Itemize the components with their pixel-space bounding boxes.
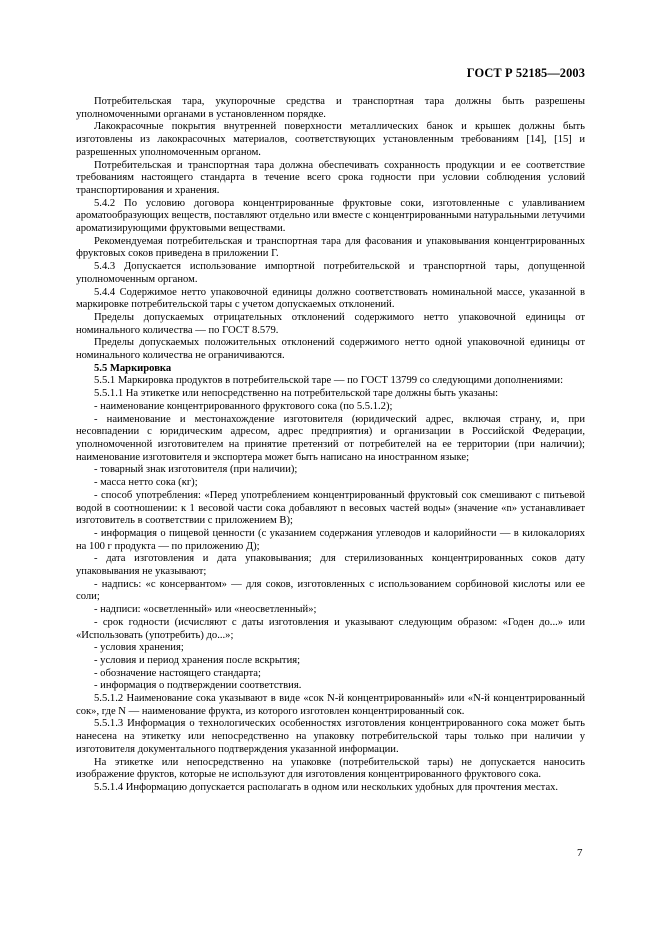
list-item: - информация о подтверждении соответствия. [94,680,302,692]
paragraph: Потребительская тара, укупорочные средства и транспортная тара должны быть разрешены уполномоченными органами в установленном порядке. [76,96,585,120]
paragraph: Рекомендуемая потребительская и транспортная тара для фасования и упаковывания концентрированных фруктовых соков приведена в приложении Г. [76,235,585,260]
list-item: - условия и период хранения после вскрытия; [94,654,301,666]
list-item: - обозначение настоящего стандарта; [94,667,261,679]
list-item: - масса нетто сока (кг); [94,477,198,489]
list-item: - дата изготовления и дата упаковывания; для стерилизованных концентрированных соков дату упаковывания не указывают; [76,553,585,578]
paragraph: 5.5.1.3 Информация о технологических особенностях изготовления концентрированного сока может быть нанесена на этикетку или непосредственно на упаковку потребительской тары только при наличии у изготовителя документального подтверждения указанной информации. [76,718,585,755]
list-item: - наименование концентрированного фруктового сока (по 5.5.1.2); [94,400,393,412]
standard-header: ГОСТ Р 52185—2003 [466,66,585,80]
paragraph: Лакокрасочные покрытия внутренней поверхности металлических банок и крышек должны быть изготовлены из лакокрасочных материалов, соответствующих установленным требованиям [14], [15] и разрешенных уполномоченным органом. [76,121,585,158]
list-item: - способ употребления: «Перед употреблением концентрированный фруктовый сок смешивают с питьевой водой в соотношении: к 1 весовой части сока добавляют n весовых частей воды» (значение «n» устанавливает изготовитель в соответствии с приложением В); [76,489,585,527]
paragraph: 5.4.4 Содержимое нетто упаковочной единицы должно соответствовать номинальной массе, указанной в маркировке потребительской тары с учетом допускаемых отклонений. [76,286,585,311]
page-number: 7 [577,847,583,859]
list-item: - наименование и местонахождение изготовителя (юридический адрес, включая страну, и, при несовпадении с юридическим адресом, адрес предприятия) и организации в Российской Федерации, уполномоченной изготовителем на принятие претензий от потребителей на ее территории (при наличии); наименование изготовителя и экспортера может быть написано на иностранном языке; [76,413,585,463]
paragraph: 5.4.3 Допускается использование импортной потребительской и транспортной тары, допущенной уполномоченным органом. [76,261,585,285]
paragraph: Пределы допускаемых положительных отклонений содержимого нетто одной упаковочной единицы от номинального количества не ограничиваются. [76,337,585,362]
body-text [76,96,585,795]
paragraph: 5.4.2 По условию договора концентрированные фруктовые соки, изготовленные с улавливанием ароматообразующих веществ, поставляют отдельно или вместе с концентрированными натуральными летучими ароматизирующими фруктовыми веществами. [76,197,585,235]
list-item: - срок годности (исчисляют с даты изготовления и указывают следующим образом: «Годен до...» или «Использовать (употребить) до...»; [76,616,585,641]
list-item: - товарный знак изготовителя (при наличии); [94,464,298,476]
paragraph: 5.5.1 Маркировка продуктов в потребительской таре — по ГОСТ 13799 со следующими дополнениями: [94,375,564,387]
list-item: - надпись: «с консервантом» — для соков, изготовленных с использованием сорбиновой кислоты или ее соли; [76,578,585,603]
paragraph: 5.5.1.4 Информацию допускается располагать в одном или нескольких удобных для прочтения местах. [94,781,559,793]
paragraph: Пределы допускаемых отрицательных отклонений содержимого нетто упаковочной единицы от номинального количества — по ГОСТ 8.579. [76,311,585,336]
list-item: - информация о пищевой ценности (с указанием содержания углеводов и калорийности — в килокалориях на 100 г продукта — по приложению Д); [76,527,585,552]
list-item: - надписи: «осветленный» или «неосветленный»; [94,604,317,616]
paragraph: Потребительская и транспортная тара должна обеспечивать сохранность продукции и ее соответствие требованиям настоящего стандарта в течение всего срока годности при условии соблюдения условий транспортирования и хранения. [76,159,585,196]
paragraph: На этикетке или непосредственно на упаковке (потребительской тары) не допускается наносить изображение фруктов, которые не используют для изготовления концентрированного фруктового сока. [76,756,585,781]
section-heading: 5.5 Маркировка [94,362,172,374]
paragraph: 5.5.1.2 Наименование сока указывают в виде «сок N-й концентрированный» или «N-й концентрированный сок», где N — наименование фрукта, из которого изготовлен концентрированный сок. [76,693,585,717]
list-item: - условия хранения; [94,642,184,654]
paragraph: 5.5.1.1 На этикетке или непосредственно на потребительской таре должны быть указаны: [94,388,499,400]
